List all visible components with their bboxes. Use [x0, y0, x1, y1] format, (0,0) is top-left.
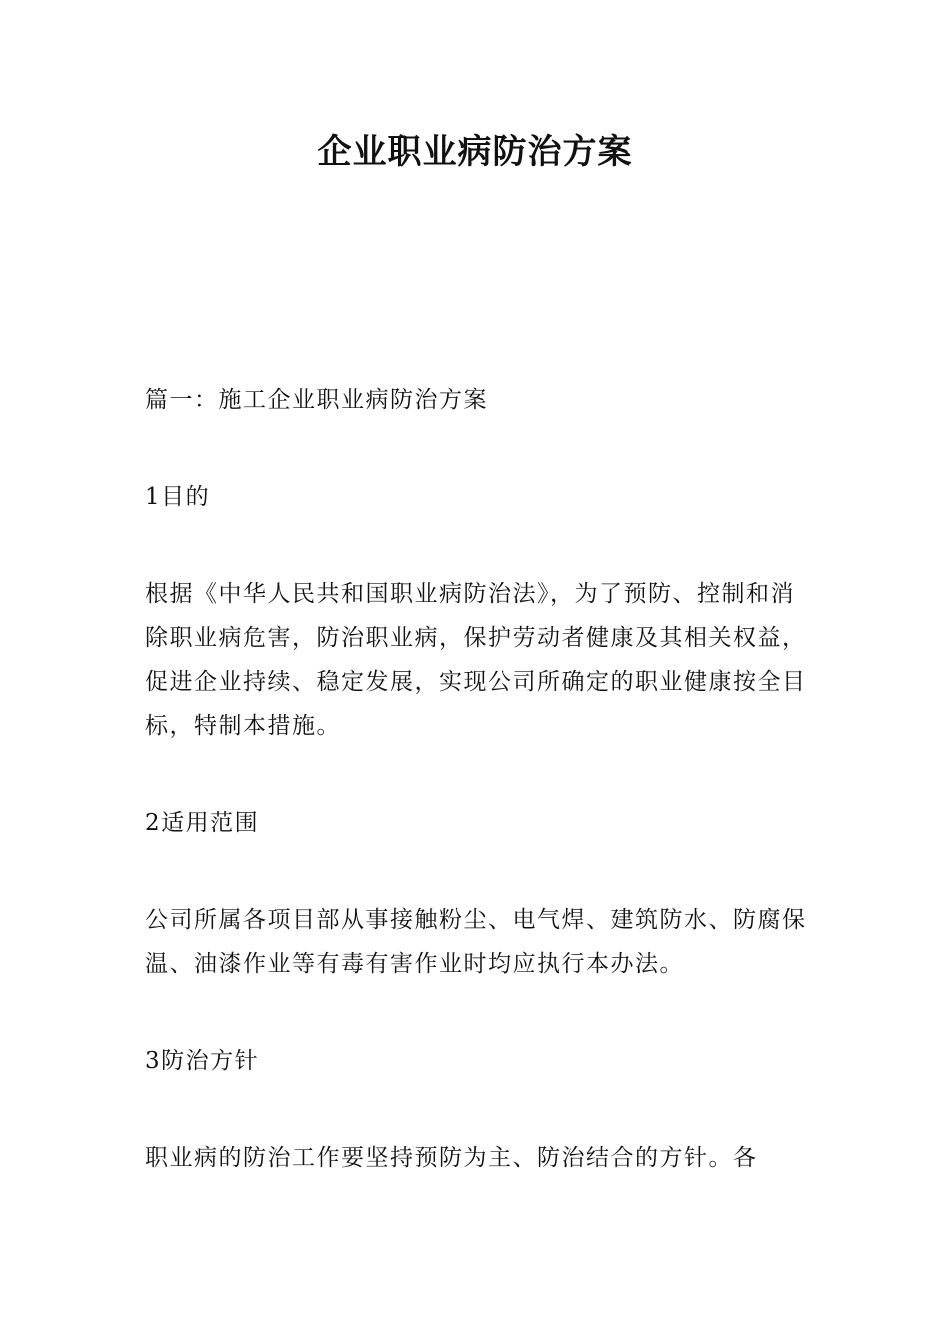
section-heading: 1目的 [145, 484, 211, 510]
body-paragraph: 公司所属各项目部从事接触粉尘、电气焊、建筑防水、防腐保温、油漆作业等有毒有害作业时均应执行本办法。 [145, 907, 807, 977]
section-heading: 篇一：施工企业职业病防治方案 [145, 387, 488, 413]
body-paragraph: 根据《中华人民共和国职业病防治法》，为了预防、控制和消除职业病危害，防治职业病，保护劳动者健康及其相关权益，促进企业持续、稳定发展，实现公司所确定的职业健康按全目标，特制本措施。 [145, 581, 807, 739]
body-paragraph: 职业病的防治工作要坚持预防为主、防治结合的方针。各 [145, 1145, 758, 1171]
document-body [145, 378, 813, 1180]
section-heading: 2适用范围 [145, 810, 260, 836]
section-heading: 3防治方针 [145, 1048, 260, 1074]
document-title: 企业职业病防治方案 [317, 132, 633, 172]
